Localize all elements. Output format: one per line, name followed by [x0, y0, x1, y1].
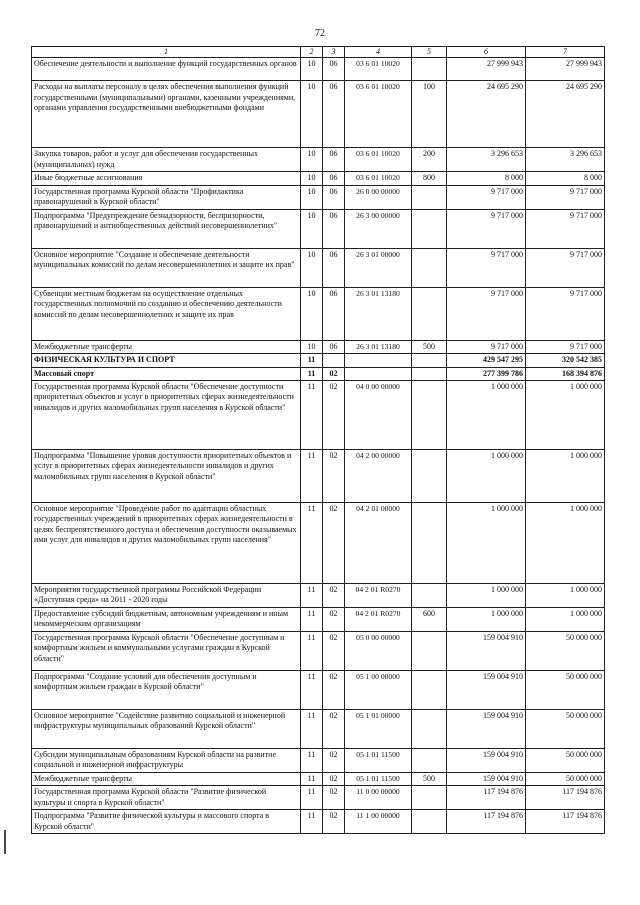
target-article-code: 05 1 01 11500: [345, 748, 412, 772]
subsection-code: 06: [323, 340, 345, 353]
subsection-code: 06: [323, 209, 345, 248]
row-name: Иные бюджетные ассигнования: [32, 172, 301, 185]
expense-type-code: [412, 502, 447, 583]
subsection-code: 06: [323, 58, 345, 81]
table-row: [32, 172, 605, 185]
row-name: Основное мероприятие "Проведение работ по адаптации областных государственных учреждений в приоритетных сферах жизнедеятельности в целях беспрепятственного доступа и обеспечения доступности оказываемых ими услуг для инвалидов и других маломобильных групп населения": [32, 502, 301, 583]
subsection-code: 06: [323, 287, 345, 340]
row-name: Субсидии муниципальным образованиям Курской области на развитие социальной и инженерной инфраструктуры: [32, 748, 301, 772]
amount-col-6: 159 004 910: [447, 631, 526, 670]
subsection-code: 06: [323, 148, 345, 172]
target-article-code: [345, 354, 412, 367]
subsection-code: 02: [323, 786, 345, 810]
subsection-code: 02: [323, 670, 345, 709]
row-name: Государственная программа Курской области "Обеспечение доступным и комфортным жильем и коммунальными услугами граждан в Курской области": [32, 631, 301, 670]
subsection-code: 02: [323, 449, 345, 502]
section-code: 10: [301, 81, 323, 148]
amount-col-6: 1 000 000: [447, 380, 526, 449]
row-name: Мероприятия государственной программы Российской Федерации «Доступная среда» на 2011 - 2020 годы: [32, 583, 301, 607]
amount-col-7: 320 542 385: [526, 354, 605, 367]
table-row: [32, 354, 605, 367]
row-name: Государственная программа Курской области "Обеспечение доступности приоритетных объектов и услуг в приоритетных сферах жизнедеятельности инвалидов и других маломобильных групп населения в Курской области": [32, 380, 301, 449]
section-code: 11: [301, 786, 323, 810]
amount-col-7: 117 194 876: [526, 810, 605, 834]
header-cell: 1: [32, 47, 301, 58]
amount-col-6: 9 717 000: [447, 209, 526, 248]
expense-type-code: [412, 287, 447, 340]
amount-col-7: 50 000 000: [526, 709, 605, 748]
amount-col-6: 1 000 000: [447, 449, 526, 502]
amount-col-7: 1 000 000: [526, 502, 605, 583]
row-name: Государственная программа Курской области "Развитие физической культуры и спорта в Курской области": [32, 786, 301, 810]
subsection-code: 06: [323, 248, 345, 287]
amount-col-6: 9 717 000: [447, 248, 526, 287]
amount-col-6: 159 004 910: [447, 772, 526, 785]
page-number: 72: [315, 28, 325, 39]
target-article-code: 11 1 00 00000: [345, 810, 412, 834]
amount-col-6: 9 717 000: [447, 340, 526, 353]
target-article-code: 05 1 00 00000: [345, 670, 412, 709]
section-code: 11: [301, 380, 323, 449]
table-row: [32, 340, 605, 353]
table-row: [32, 148, 605, 172]
amount-col-6: 117 194 876: [447, 786, 526, 810]
table-row: [32, 209, 605, 248]
table-row: [32, 810, 605, 834]
amount-col-6: 24 695 290: [447, 81, 526, 148]
amount-col-7: 3 296 653: [526, 148, 605, 172]
section-code: 11: [301, 772, 323, 785]
table-row: [32, 786, 605, 810]
amount-col-6: 159 004 910: [447, 670, 526, 709]
section-code: 10: [301, 340, 323, 353]
amount-col-7: 9 717 000: [526, 209, 605, 248]
amount-col-7: 9 717 000: [526, 287, 605, 340]
row-name: Межбюджетные трансферты: [32, 772, 301, 785]
table-row: [32, 248, 605, 287]
table-row: [32, 748, 605, 772]
section-code: 10: [301, 148, 323, 172]
expense-type-code: [412, 748, 447, 772]
section-code: 11: [301, 354, 323, 367]
expense-type-code: [412, 449, 447, 502]
amount-col-7: 9 717 000: [526, 185, 605, 209]
target-article-code: 04 2 00 00000: [345, 449, 412, 502]
target-article-code: 04 2 01 R0270: [345, 607, 412, 631]
expense-type-code: [412, 709, 447, 748]
section-code: 11: [301, 367, 323, 380]
target-article-code: 05 1 01 00000: [345, 709, 412, 748]
subsection-code: 06: [323, 172, 345, 185]
expense-type-code: [412, 354, 447, 367]
row-name: Закупка товаров, работ и услуг для обеспечения государственных (муниципальных) нужд: [32, 148, 301, 172]
table-row: [32, 185, 605, 209]
subsection-code: 02: [323, 380, 345, 449]
section-code: 11: [301, 449, 323, 502]
subsection-code: 02: [323, 502, 345, 583]
section-code: 10: [301, 185, 323, 209]
row-name: Подпрограмма "Развитие физической культуры и массового спорта в Курской области": [32, 810, 301, 834]
amount-col-7: 9 717 000: [526, 248, 605, 287]
amount-col-6: 3 296 653: [447, 148, 526, 172]
amount-col-7: 8 000: [526, 172, 605, 185]
expense-type-code: 800: [412, 172, 447, 185]
row-name: Основное мероприятие "Создание и обеспечение деятельности муниципальных комиссий по делам несовершеннолетних и защите их прав": [32, 248, 301, 287]
amount-col-7: 50 000 000: [526, 748, 605, 772]
row-name: Государственная программа Курской области "Профилактика правонарушений в Курской области": [32, 185, 301, 209]
header-cell: 2: [301, 47, 323, 58]
table-row: [32, 81, 605, 148]
expense-type-code: 500: [412, 772, 447, 785]
amount-col-6: 1 000 000: [447, 583, 526, 607]
target-article-code: 05 0 00 00000: [345, 631, 412, 670]
subsection-code: 02: [323, 631, 345, 670]
amount-col-6: 9 717 000: [447, 287, 526, 340]
target-article-code: 26 0 00 00000: [345, 185, 412, 209]
expense-type-code: [412, 670, 447, 709]
amount-col-7: 1 000 000: [526, 607, 605, 631]
row-name: Межбюджетные трансферты: [32, 340, 301, 353]
section-code: 10: [301, 287, 323, 340]
table-row: [32, 772, 605, 785]
subsection-code: 02: [323, 810, 345, 834]
target-article-code: 11 0 00 00000: [345, 786, 412, 810]
expense-type-code: [412, 248, 447, 287]
amount-col-7: 1 000 000: [526, 380, 605, 449]
table-row: [32, 670, 605, 709]
scan-margin-mark: [4, 830, 6, 854]
target-article-code: 03 6 01 10020: [345, 172, 412, 185]
subsection-code: 02: [323, 772, 345, 785]
expense-type-code: [412, 631, 447, 670]
header-cell: 4: [345, 47, 412, 58]
expense-type-code: 600: [412, 607, 447, 631]
header-cell: 3: [323, 47, 345, 58]
target-article-code: 04 0 00 00000: [345, 380, 412, 449]
amount-col-7: 9 717 000: [526, 340, 605, 353]
section-code: 11: [301, 748, 323, 772]
budget-table: [31, 46, 605, 834]
row-name: Основное мероприятие "Содействие развитию социальной и инженерной инфраструктуры муниципальных образований Курской области": [32, 709, 301, 748]
table-row: [32, 287, 605, 340]
amount-col-6: 27 999 943: [447, 58, 526, 81]
table-row: [32, 709, 605, 748]
subsection-code: 02: [323, 367, 345, 380]
expense-type-code: [412, 58, 447, 81]
amount-col-6: 1 000 000: [447, 502, 526, 583]
row-name: Массовый спорт: [32, 367, 301, 380]
amount-col-7: 27 999 943: [526, 58, 605, 81]
target-article-code: 03 6 01 10020: [345, 58, 412, 81]
amount-col-6: 117 194 876: [447, 810, 526, 834]
target-article-code: 05 1 01 11500: [345, 772, 412, 785]
section-code: 11: [301, 810, 323, 834]
row-name: Подпрограмма "Предупреждение безнадзорности, беспризорности, правонарушений и антиобщественных действий несовершеннолетних": [32, 209, 301, 248]
amount-col-6: 8 000: [447, 172, 526, 185]
table-row: [32, 502, 605, 583]
amount-col-6: 429 547 295: [447, 354, 526, 367]
expense-type-code: 500: [412, 340, 447, 353]
row-name: Расходы на выплаты персоналу в целях обеспечения выполнения функций государственными (муниципальными) органами, казенными учреждениями, органами управления государственными внебюджетными фондами: [32, 81, 301, 148]
table-header-row: [32, 47, 605, 58]
amount-col-7: 1 000 000: [526, 449, 605, 502]
row-name: Предоставление субсидий бюджетным, автономным учреждениям и иным некоммерческим организациям: [32, 607, 301, 631]
section-code: 10: [301, 209, 323, 248]
amount-col-7: 50 000 000: [526, 631, 605, 670]
amount-col-6: 159 004 910: [447, 748, 526, 772]
amount-col-7: 168 394 876: [526, 367, 605, 380]
expense-type-code: [412, 786, 447, 810]
amount-col-7: 50 000 000: [526, 670, 605, 709]
table-row: [32, 367, 605, 380]
amount-col-6: 1 000 000: [447, 607, 526, 631]
subsection-code: [323, 354, 345, 367]
header-cell: 7: [526, 47, 605, 58]
expense-type-code: [412, 367, 447, 380]
section-code: 11: [301, 502, 323, 583]
target-article-code: 03 6 01 10020: [345, 81, 412, 148]
amount-col-7: 1 000 000: [526, 583, 605, 607]
table-row: [32, 583, 605, 607]
table-row: [32, 380, 605, 449]
expense-type-code: 200: [412, 148, 447, 172]
header-cell: 6: [447, 47, 526, 58]
amount-col-7: 50 000 000: [526, 772, 605, 785]
section-code: 11: [301, 583, 323, 607]
expense-type-code: [412, 185, 447, 209]
subsection-code: 02: [323, 748, 345, 772]
subsection-code: 02: [323, 709, 345, 748]
amount-col-7: 117 194 876: [526, 786, 605, 810]
subsection-code: 06: [323, 81, 345, 148]
header-cell: 5: [412, 47, 447, 58]
amount-col-6: 159 004 910: [447, 709, 526, 748]
expense-type-code: [412, 810, 447, 834]
section-code: 11: [301, 607, 323, 631]
expense-type-code: [412, 380, 447, 449]
table-row: [32, 631, 605, 670]
table-row: [32, 607, 605, 631]
row-name: ФИЗИЧЕСКАЯ КУЛЬТУРА И СПОРТ: [32, 354, 301, 367]
row-name: Субвенции местным бюджетам на осуществление отдельных государственных полномочий по созданию и обеспечению деятельности комиссий по делам несовершеннолетних и защите их прав: [32, 287, 301, 340]
subsection-code: 02: [323, 583, 345, 607]
subsection-code: 02: [323, 607, 345, 631]
expense-type-code: 100: [412, 81, 447, 148]
amount-col-6: 9 717 000: [447, 185, 526, 209]
section-code: 10: [301, 172, 323, 185]
amount-col-7: 24 695 290: [526, 81, 605, 148]
target-article-code: 03 6 01 10020: [345, 148, 412, 172]
table-row: [32, 58, 605, 81]
target-article-code: 26 3 01 13180: [345, 287, 412, 340]
target-article-code: 26 3 01 13180: [345, 340, 412, 353]
section-code: 11: [301, 631, 323, 670]
row-name: Подпрограмма "Повышение уровня доступности приоритетных объектов и услуг в приоритетных сферах жизнедеятельности инвалидов и других маломобильных групп населения в Курской области": [32, 449, 301, 502]
amount-col-6: 277 399 786: [447, 367, 526, 380]
target-article-code: 26 3 00 00000: [345, 209, 412, 248]
subsection-code: 06: [323, 185, 345, 209]
section-code: 11: [301, 709, 323, 748]
row-name: Обеспечение деятельности и выполнение функций государственных органов: [32, 58, 301, 81]
target-article-code: 04 2 01 00000: [345, 502, 412, 583]
target-article-code: 26 3 01 00000: [345, 248, 412, 287]
expense-type-code: [412, 583, 447, 607]
expense-type-code: [412, 209, 447, 248]
section-code: 11: [301, 670, 323, 709]
target-article-code: [345, 367, 412, 380]
row-name: Подпрограмма "Создание условий для обеспечения доступным и комфортным жильем граждан в Курской области": [32, 670, 301, 709]
section-code: 10: [301, 248, 323, 287]
section-code: 10: [301, 58, 323, 81]
target-article-code: 04 2 01 R0270: [345, 583, 412, 607]
table-row: [32, 449, 605, 502]
